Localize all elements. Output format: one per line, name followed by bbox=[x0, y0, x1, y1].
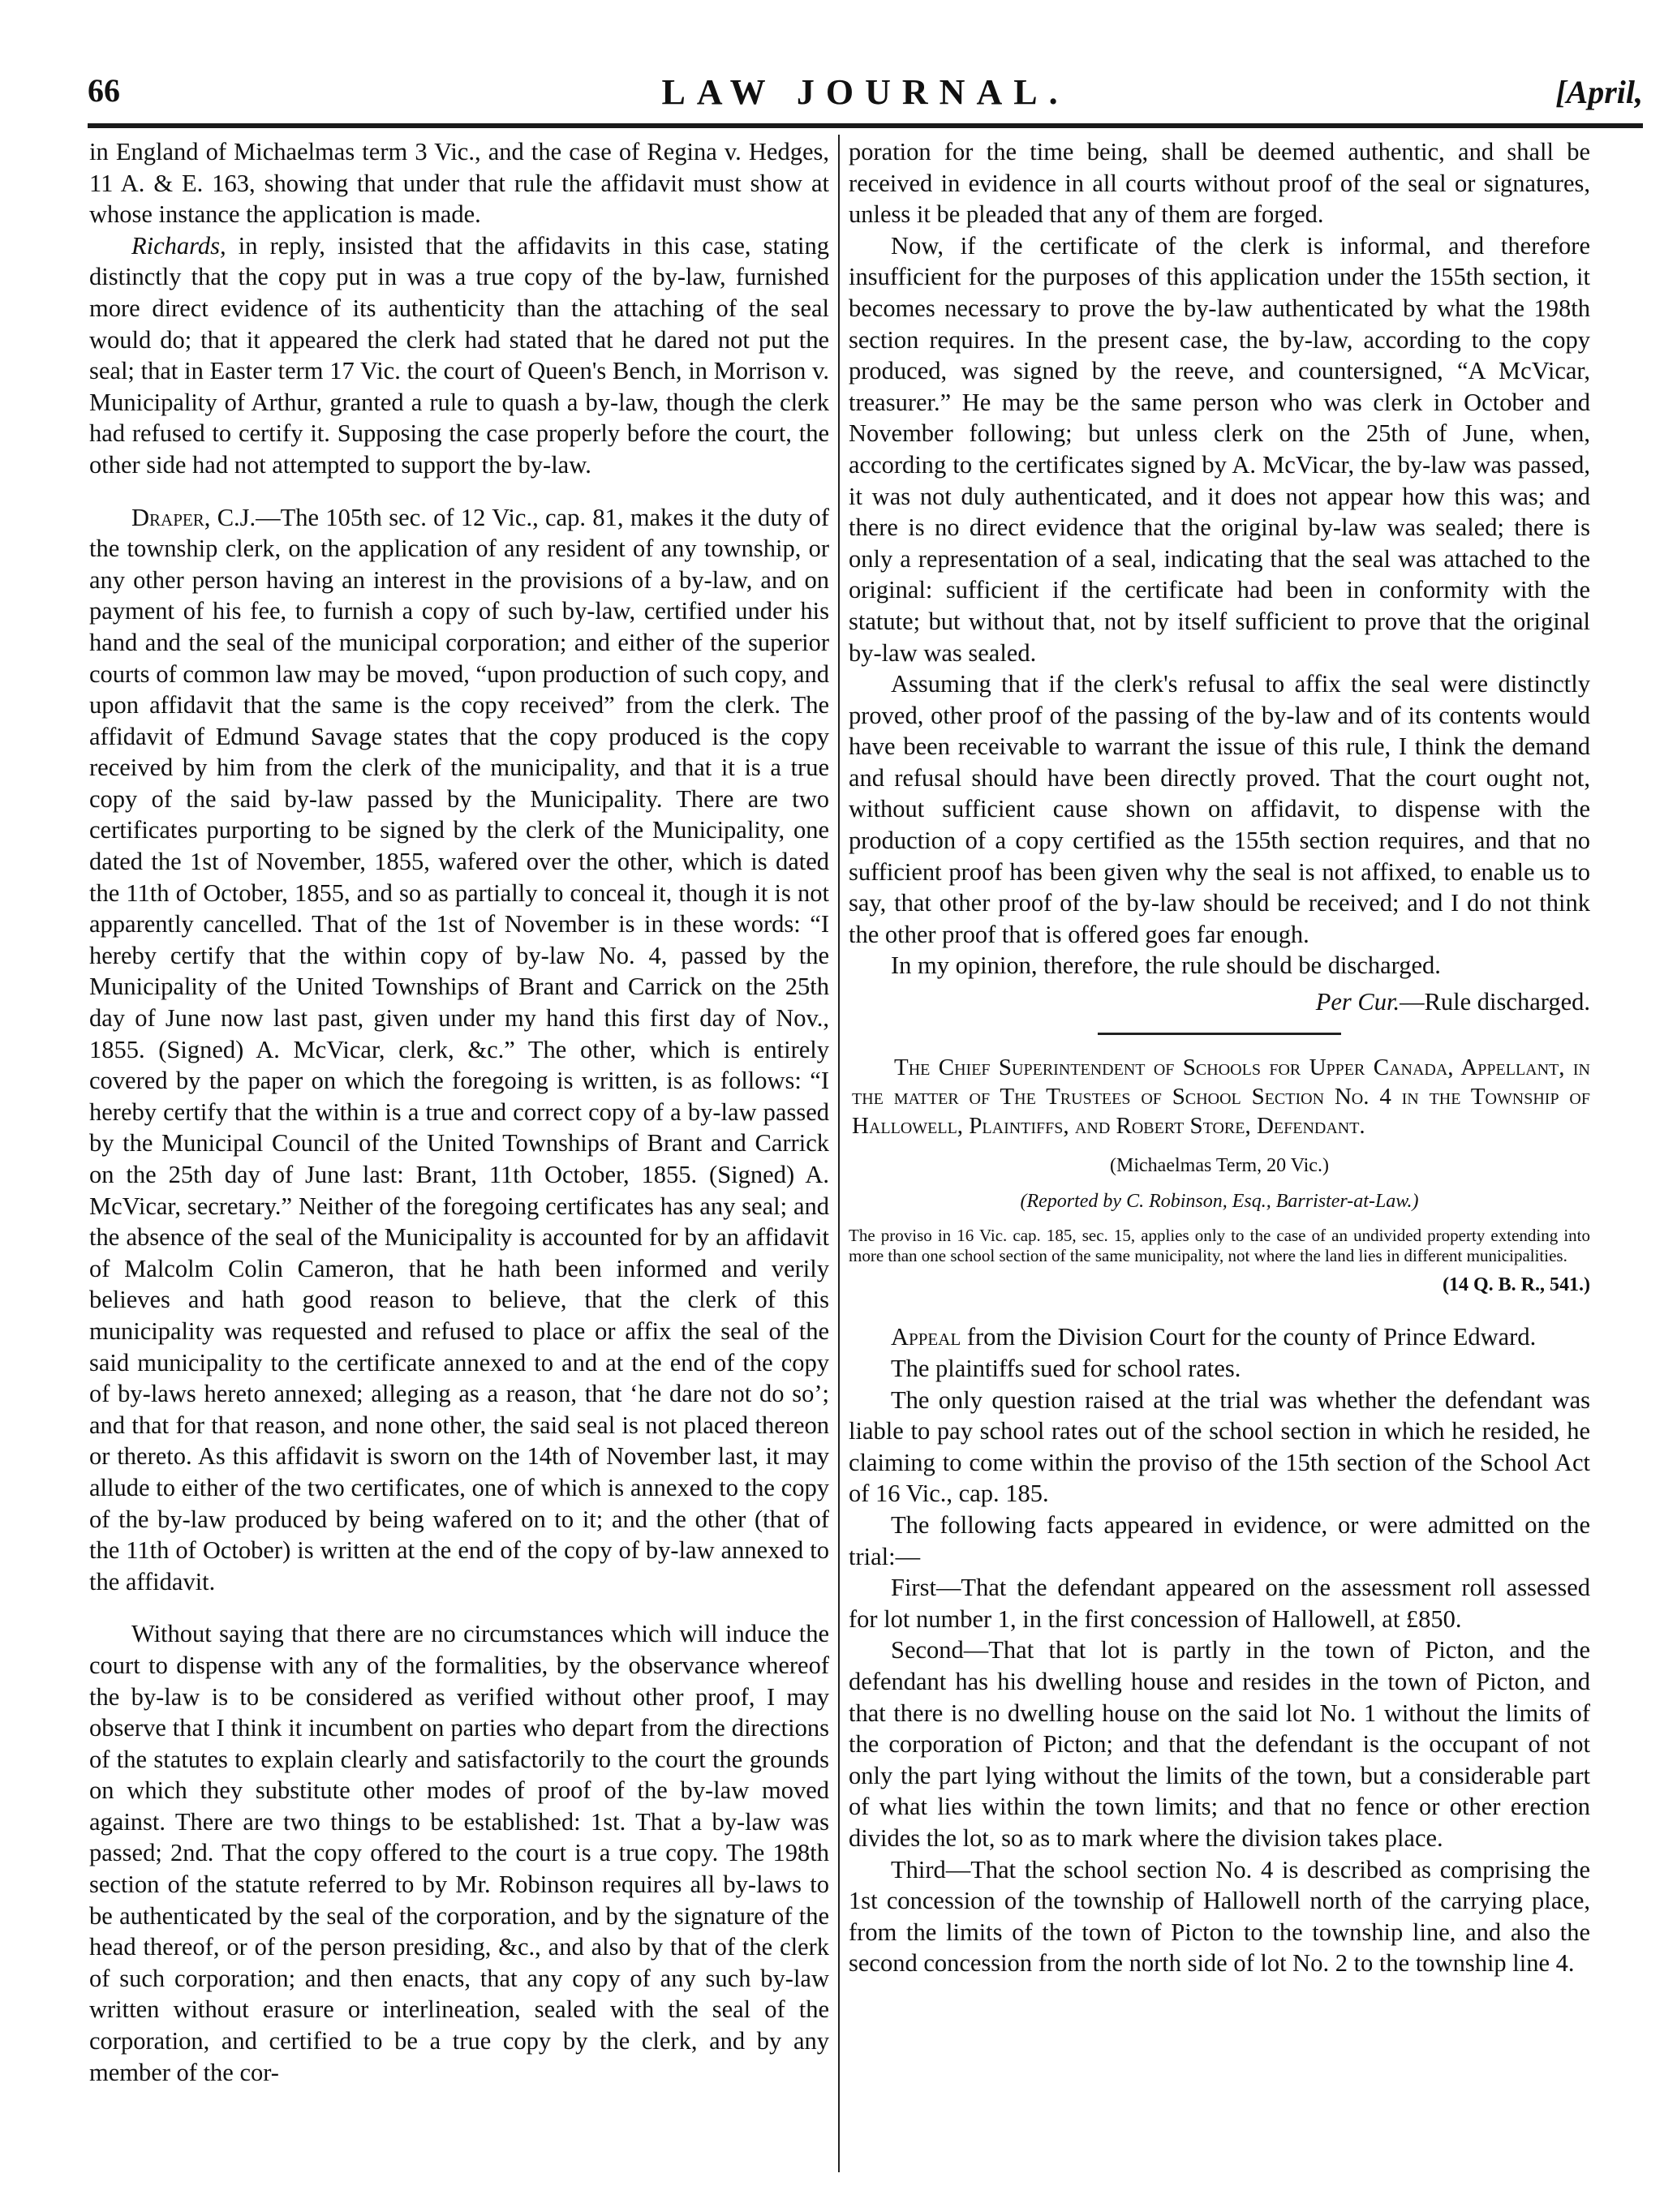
left-paragraph-3 bbox=[89, 502, 829, 1598]
signoff-italic: Per Cur. bbox=[1315, 988, 1400, 1016]
right-paragraph-4: In my opinion, therefore, the rule should be discharged. bbox=[891, 951, 1441, 980]
counsel-name: Richards, bbox=[131, 231, 226, 260]
headnote-citation: (14 Q. B. R., 541.) bbox=[1443, 1274, 1590, 1295]
left-paragraph-2 bbox=[89, 230, 829, 481]
right-paragraph-5 bbox=[849, 1321, 1590, 1353]
headnote: The proviso in 16 Vic. cap. 185, sec. 15, applies only to the case of an undivided property extending into more than one school section of the same municipality, not where the land lies in different municipalities. bbox=[849, 1225, 1590, 1265]
running-head: [April, bbox=[1555, 74, 1643, 110]
left-paragraph-3-text: —The 105th sec. of 12 Vic., cap. 81, makes it the duty of the township clerk, on the application of any resident of any township, or any other person having an interest in the provisions of a by-law, and on payment of his fee, to furnish a copy of such by-law, certified under his hand and the seal of the municipal corporation; and either of the superior courts of common law may be moved, “upon production of such copy, and upon affidavit that the same is the copy received” from the clerk. The affidavit of Edmund Savage states that the copy produced is the copy received by him from the clerk of the municipality, and that it is a true copy of the said by-law passed by the Municipality. There are two certificates purporting to be signed by the clerk of the Municipality, one dated the 1st of November, 1855, wafered over the other, which is dated the 11th of October, 1855, and so as partially to conceal it, though it is not apparently cancelled. That of the 1st of November is in these words: “I hereby certify that the within copy of by-law No. 4, passed by the Municipality of the United Townships of Brant and Carrick on the 25th day of June now last past, given under my hand this first day of Nov., 1855. (Signed) A. McVicar, clerk, &c.” The other, which is entirely covered by the paper on which the foregoing is written, is as follows: “I hereby certify that the within is a true and correct copy of a by-law passed by the Municipal Council of the United Townships of Brant and Carrick on the 25th day of June last: Brant, 11th October, 1855. (Signed) A. McVicar, secretary.” Neither of the foregoing certificates has any seal; and the absence of the seal of the Municipality is accounted for by an affidavit of Malcolm Colin Cameron, that he hath been informed and verily believes and hath good reason to believe, that the clerk of this municipality was requested and refused to place or affix the seal of the said municipality to the certificate annexed to and at the end of the copy of by-laws hereto annexed; alleging as a reason, that ‘he dare not do so’; and that for that reason, and none other, the said seal is not placed thereon or thereto. As this affidavit is sworn on the 14th of November last, it may allude to either of the two certificates, one of which is annexed to the copy of the by-law produced by being wafered on to it; and the other (that of the 11th of October) is written at the end of the copy of by-law annexed to the affidavit. bbox=[89, 503, 829, 1596]
page-header bbox=[88, 71, 1643, 120]
right-paragraph-11: Third—That the school section No. 4 is described as comprising the 1st concession of the township of Hallowell north of the carrying place, from the limits of the town of Picton to the township line, and also the second concession from the north side of lot No. 2 to the township line 4. bbox=[849, 1855, 1590, 1978]
case-term: (Michaelmas Term, 20 Vic.) bbox=[1110, 1154, 1329, 1176]
ruling-signoff bbox=[849, 986, 1590, 1018]
right-paragraph-7: The only question raised at the trial was whether the defendant was liable to pay school rates out of the school section in which he resided, he claiming to come within the proviso of the 15th section of the School Act of 16 Vic., cap. 185. bbox=[849, 1385, 1590, 1508]
right-paragraph-8: The following facts appeared in evidence, or were admitted on the trial:— bbox=[849, 1510, 1590, 1570]
appeal-lead: Appeal bbox=[891, 1323, 961, 1351]
right-paragraph-2: Now, if the certificate of the clerk is informal, and therefore insufficient for the purposes of this application under the 155th section, it becomes necessary to prove the by-law authenticated by what the 198th section requires. In the present case, the by-law, according to the copy produced, was signed by the reeve, and countersigned, “A McVicar, treasurer.” He may be the same person who was clerk in October and November following; but unless clerk on the 25th of June, when, according to the certificates signed by A. McVicar, the by-law was passed, it was not duly authenticated, and it does not appear how this was; and there is no direct evidence that the original by-law was sealed; there is only a representation of a seal, indicating that the seal was attached to the original: sufficient if the certificate had been in conformity with the statute; but without that, not by itself sufficient to prove that the original by-law was sealed. bbox=[849, 231, 1590, 667]
left-column bbox=[89, 136, 829, 2172]
journal-title: LAW JOURNAL. bbox=[661, 72, 1069, 112]
judge-name: Draper, C.J. bbox=[131, 503, 256, 531]
right-paragraph-1: poration for the time being, shall be deemed authentic, and shall be received in evidence in all courts without proof of the seal or signatures, unless it be pleaded that any of them are forged. bbox=[849, 138, 1590, 229]
right-paragraph-3: Assuming that if the clerk's refusal to affix the seal were distinctly proved, other proof of the passing of the by-law and of its contents would have been receivable to warrant the issue of this rule, I think the demand and refusal should have been directly proved. That the court ought not, without sufficient cause shown on affidavit, to dispense with the production of a copy certified as the 155th section requires, and that no sufficient proof has been given why the seal is not affixed, to enable us to say, that other proof of the by-law should be received; and I do not think the other proof that is offered goes far enough. bbox=[849, 670, 1590, 948]
right-paragraph-9: First—That the defendant appeared on the assessment roll assessed for lot number 1, in the first concession of Hallowell, at £850. bbox=[849, 1574, 1590, 1633]
right-paragraph-6: The plaintiffs sued for school rates. bbox=[891, 1355, 1241, 1382]
left-paragraph-1: in England of Michaelmas term 3 Vic., and the case of Regina v. Hedges, 11 A. & E. 163, showing that under that rule the affidavit must show at whose instance the application is made. bbox=[89, 138, 829, 229]
case-title: The Chief Superintendent of Schools for Upper Canada, Appellant, in the matter of The Trustees of School Section No. 4 in the Township of Hallowell, Plaintiffs, and Robert Store, Defendant. bbox=[852, 1054, 1590, 1139]
page-number: 66 bbox=[88, 72, 120, 109]
header-rule bbox=[88, 123, 1643, 128]
case-reporter: (Reported by C. Robinson, Esq., Barrister-at-Law.) bbox=[1020, 1191, 1419, 1213]
right-paragraph-5-text: from the Division Court for the county of Prince Edward. bbox=[961, 1323, 1537, 1351]
section-rule bbox=[1098, 1033, 1341, 1035]
column-divider bbox=[838, 135, 840, 2172]
right-paragraph-10: Second—That that lot is partly in the town of Picton, and the defendant has his dwelling house and resides in the town of Picton, and that there is no dwelling house on the said lot No. 1 without the limits of the corporation of Picton; and that the defendant is the occupant of not only the part lying without the limits of the town, but a considerable part of what lies within the town limits; and that no fence or other erection divides the lot, so as to mark where the division takes place. bbox=[849, 1636, 1590, 1852]
left-paragraph-4: Without saying that there are no circumstances which will induce the court to dispense with any of the formalities, by the observance whereof the by-law is to be considered as verified without other proof, I may observe that I think it incumbent on parties who depart from the directions of the statutes to explain clearly and satisfactorily to the court the grounds on which they substitute other modes of proof of the by-law moved against. There are two things to be established: 1st. That a by-law was passed; 2nd. That the copy offered to the court is a true copy. The 198th section of the statute referred to by Mr. Robinson requires all by-laws to be authenticated by the seal of the corporation, and by the signature of the head thereof, or of the person presiding, &c., and also by that of the clerk of such corporation; and then enacts, that any copy of any such by-law written without erasure or interlineation, sealed with the seal of the corporation, and certified to be a true copy by the clerk, and by any member of the cor- bbox=[89, 1620, 829, 2086]
right-column bbox=[849, 136, 1590, 2172]
left-paragraph-2-text: in reply, insisted that the affidavits in this case, stating distinctly that the copy put in was a true copy of the by-law, furnished more direct evidence of its authenticity than the attaching of the seal would do; that it appeared the clerk had stated that he dared not put the seal; that in Easter term 17 Vic. the court of Queen's Bench, in Morrison v. Municipality of Arthur, granted a rule to quash a by-law, though the clerk had refused to certify it. Supposing the case properly before the court, the other side had not attempted to support the by-law. bbox=[89, 231, 829, 479]
signoff-rest: —Rule discharged. bbox=[1400, 988, 1590, 1016]
